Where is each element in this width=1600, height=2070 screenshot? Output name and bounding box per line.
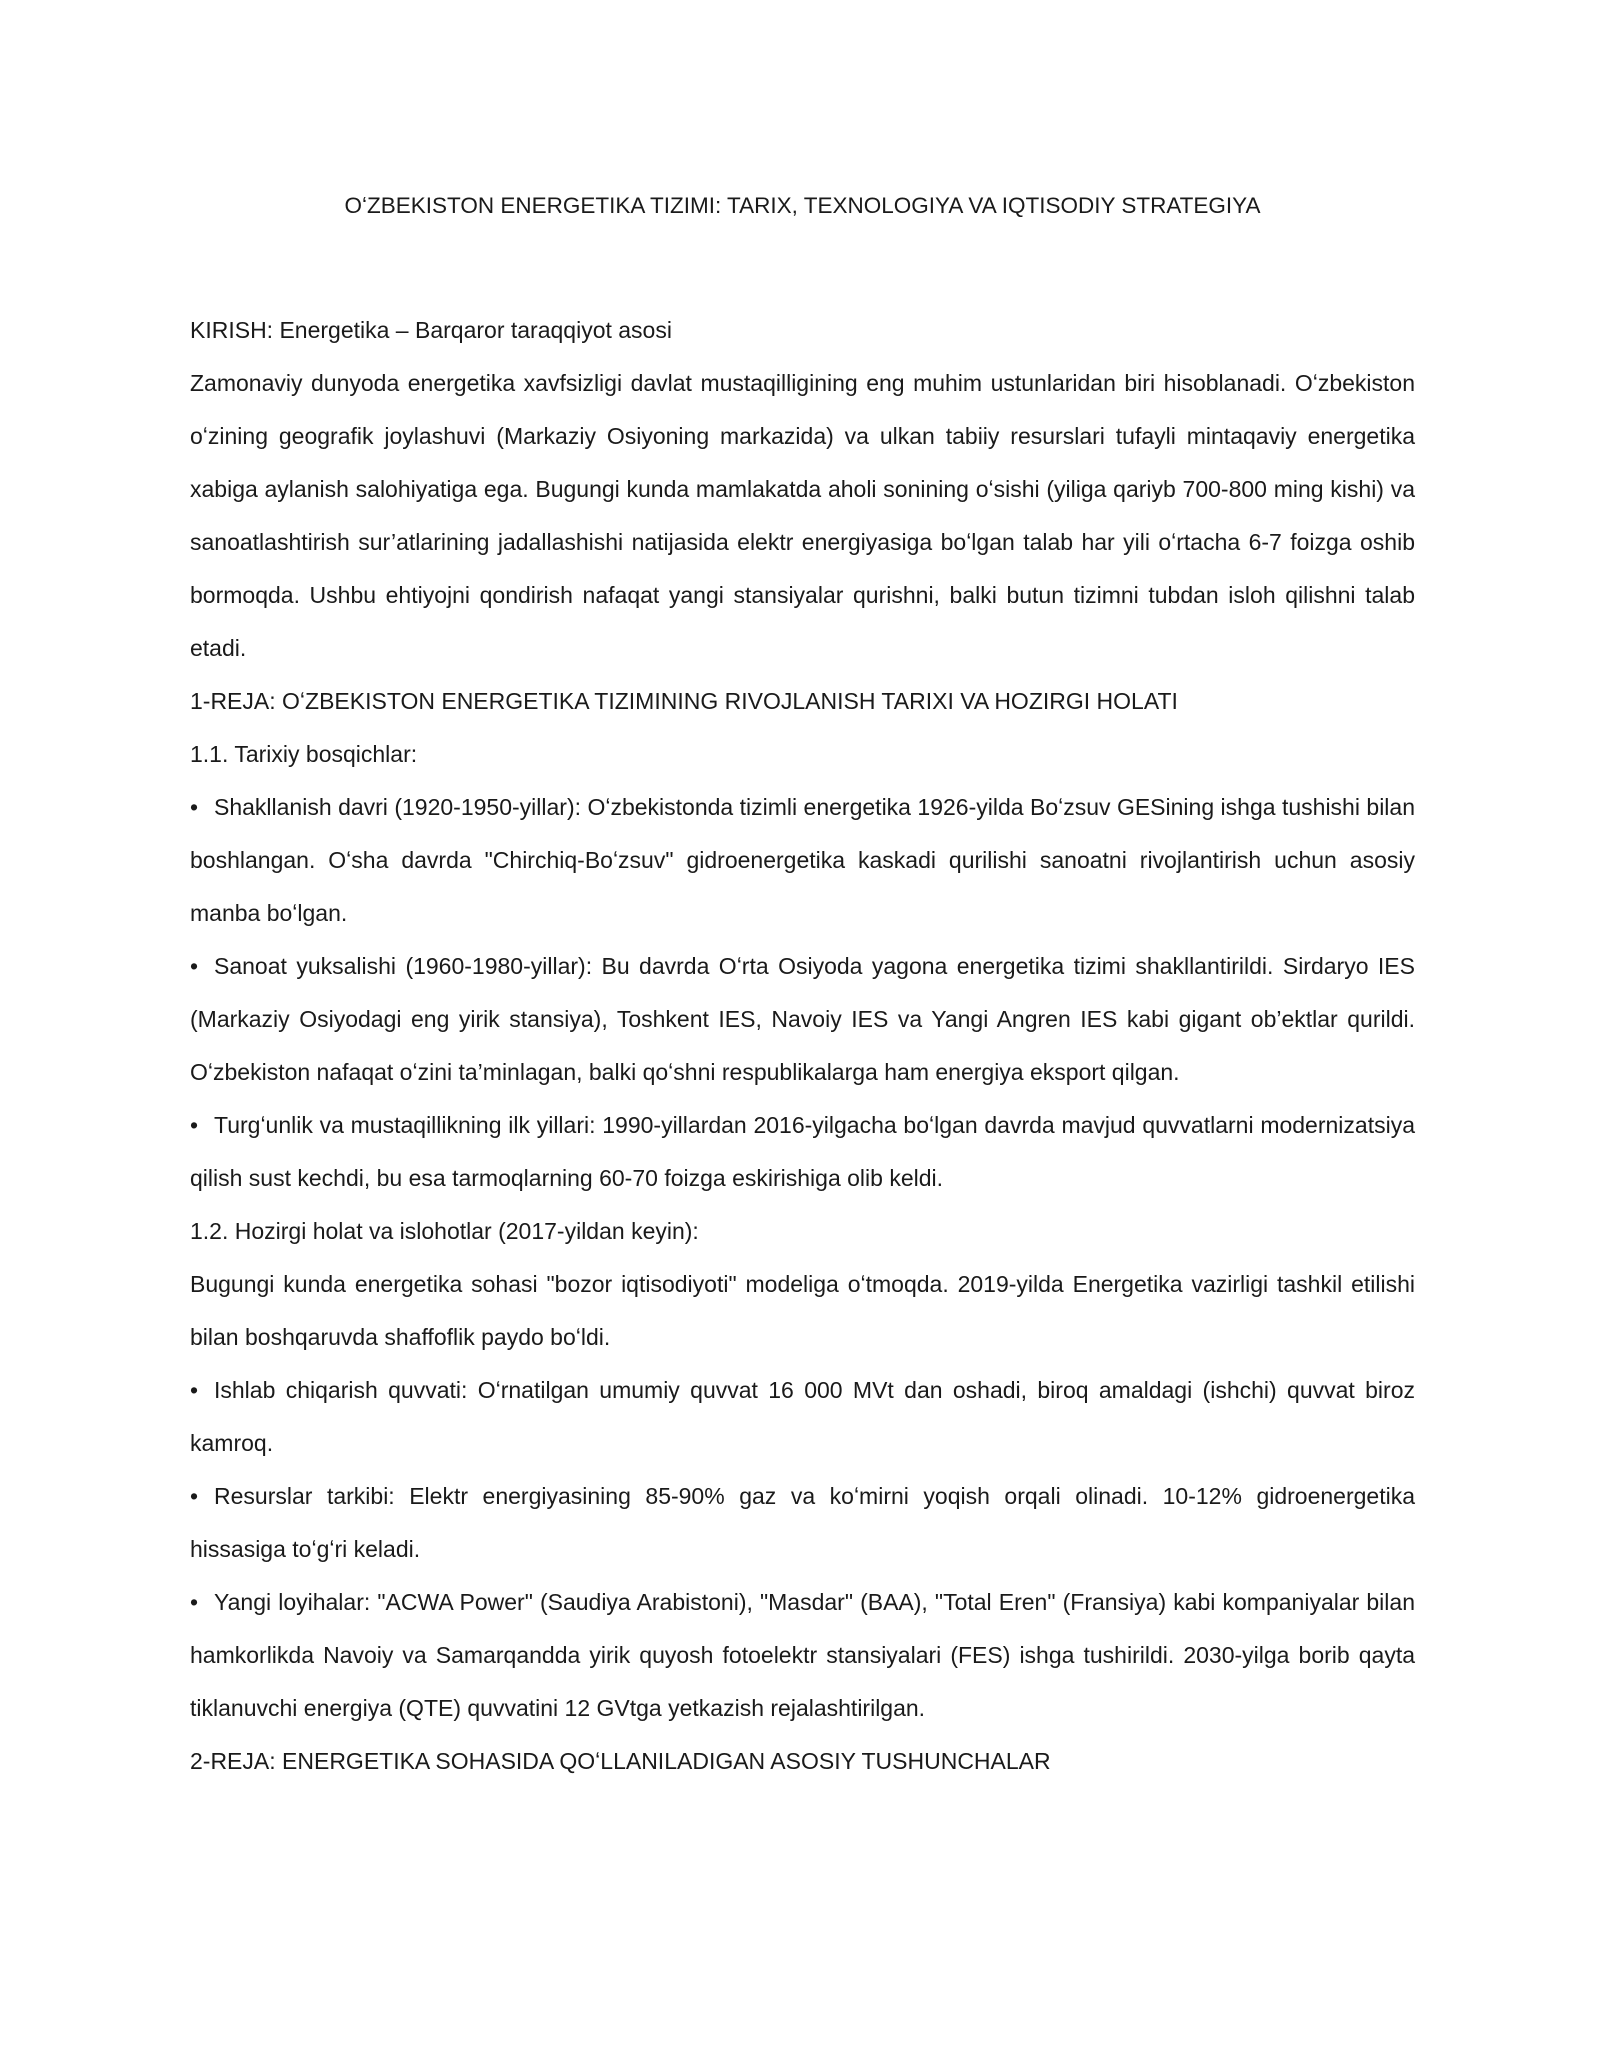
section1-sub2-paragraph: Bugungi kunda energetika sohasi "bozor iqtisodiyoti" modeliga oʻtmoqda. 2019-yilda Energetika vazirligi tashkil etilishi bilan boshqaruvda shaffoflik paydo boʻldi. xyxy=(190,1271,1415,1350)
list-item-text: Shakllanish davri (1920-1950-yillar): Oʻzbekistonda tizimli energetika 1926-yilda Boʻzsuv GESining ishga tushishi bilan boshlangan. Oʻsha davrda "Chirchiq-Boʻzsuv" gidroenergetika kaskadi qurilishi sanoatni rivojlantirish uchun asosiy manba boʻlgan. xyxy=(190,794,1415,926)
list-item xyxy=(190,1470,1415,1576)
list-item xyxy=(190,1576,1415,1735)
list-item xyxy=(190,1099,1415,1205)
section2-heading: 2-REJA: ENERGETIKA SOHASIDA QOʻLLANILADIGAN ASOSIY TUSHUNCHALAR xyxy=(190,1748,1051,1774)
bullet-icon: • xyxy=(190,1589,199,1615)
list-item xyxy=(190,940,1415,1099)
bullet-icon: • xyxy=(190,1112,199,1138)
bullet-icon: • xyxy=(190,1483,199,1509)
bullet-icon: • xyxy=(190,1377,199,1403)
list-item-text: Sanoat yuksalishi (1960-1980-yillar): Bu davrda Oʻrta Osiyoda yagona energetika tizimi shakllantirildi. Sirdaryo IES (Markaziy Osiyodagi eng yirik stansiya), Toshkent IES, Navoiy IES va Yangi Angren IES kabi gigant ob’ektlar qurildi. Oʻzbekiston nafaqat oʻzini ta’minlagan, balki qoʻshni respublikalarga ham energiya eksport qilgan. xyxy=(190,953,1415,1085)
list-item-text: Ishlab chiqarish quvvati: Oʻrnatilgan umumiy quvvat 16 000 MVt dan oshadi, biroq amaldagi (ishchi) quvvat biroz kamroq. xyxy=(190,1377,1415,1456)
list-item xyxy=(190,1364,1415,1470)
list-item xyxy=(190,781,1415,940)
section1-sub1-heading: 1.1. Tarixiy bosqichlar: xyxy=(190,741,418,767)
intro-paragraph: Zamonaviy dunyoda energetika xavfsizligi davlat mustaqilligining eng muhim ustunlaridan biri hisoblanadi. Oʻzbekiston oʻzining geografik joylashuvi (Markaziy Osiyoning markazida) va ulkan tabiiy resurslari tufayli mintaqaviy energetika xabiga aylanish salohiyatiga ega. Bugungi kunda mamlakatda aholi sonining oʻsishi (yiliga qariyb 700-800 ming kishi) va sanoatlashtirish sur’atlarining jadallashishi natijasida elektr energiyasiga boʻlgan talab har yili oʻrtacha 6-7 foizga oshib bormoqda. Ushbu ehtiyojni qondirish nafaqat yangi stansiyalar qurishni, balki butun tizimni tubdan isloh qilishni talab etadi. xyxy=(190,370,1415,661)
document-body xyxy=(190,304,1415,1788)
list-item-text: Turgʻunlik va mustaqillikning ilk yillari: 1990-yillardan 2016-yilgacha boʻlgan davrda mavjud quvvatlarni modernizatsiya qilish sust kechdi, bu esa tarmoqlarning 60-70 foizga eskirishiga olib keldi. xyxy=(190,1112,1415,1191)
section1-heading: 1-REJA: OʻZBEKISTON ENERGETIKA TIZIMINING RIVOJLANISH TARIXI VA HOZIRGI HOLATI xyxy=(190,688,1178,714)
list-item-text: Yangi loyihalar: "ACWA Power" (Saudiya Arabistoni), "Masdar" (BAA), "Total Eren" (Fransiya) kabi kompaniyalar bilan hamkorlikda Navoiy va Samarqandda yirik quyosh fotoelektr stansiyalari (FES) ishga tushirildi. 2030-yilga borib qayta tiklanuvchi energiya (QTE) quvvatini 12 GVtga yetkazish rejalashtirilgan. xyxy=(190,1589,1415,1721)
bullet-icon: • xyxy=(190,953,199,979)
document-title: OʻZBEKISTON ENERGETIKA TIZIMI: TARIX, TEXNOLOGIYA VA IQTISODIY STRATEGIYA xyxy=(344,193,1261,218)
bullet-icon: • xyxy=(190,794,199,820)
list-item-text: Resurslar tarkibi: Elektr energiyasining 85-90% gaz va koʻmirni yoqish orqali olinadi. 10-12% gidroenergetika hissasiga toʻgʻri keladi. xyxy=(190,1483,1415,1562)
section1-sub2-heading: 1.2. Hozirgi holat va islohotlar (2017-yildan keyin): xyxy=(190,1218,699,1244)
intro-heading: KIRISH: Energetika – Barqaror taraqqiyot asosi xyxy=(190,317,672,343)
